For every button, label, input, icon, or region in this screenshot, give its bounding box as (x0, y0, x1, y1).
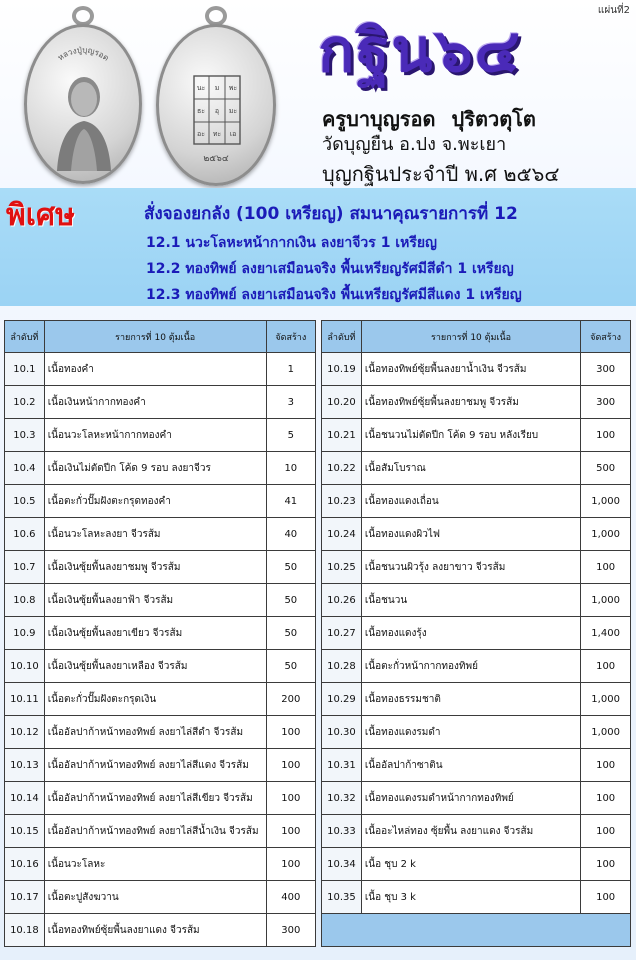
back-caption: ๒๕๖๔ (203, 154, 229, 164)
row-item: เนื้อทองแดงรมดำ (361, 716, 580, 749)
row-number: 10.17 (5, 881, 45, 914)
row-item: เนื้อทองทิพย์ซุ้ยพื้นลงยาชมพู จีวรส้ม (361, 386, 580, 419)
front-inscription: หลวงปู่บุญรอด (56, 45, 111, 63)
row-quantity: 1,000 (581, 485, 631, 518)
row-quantity: 5 (266, 419, 315, 452)
row-quantity: 100 (581, 782, 631, 815)
table-header-row (322, 321, 631, 353)
row-number: 10.25 (322, 551, 362, 584)
medal-back-image (156, 24, 276, 186)
medal-front-image (24, 24, 142, 184)
row-quantity: 1,000 (581, 716, 631, 749)
table-row (322, 452, 631, 485)
medal-loop-front (72, 6, 94, 26)
row-item: เนื้อชนวนผิวรุ้ง ลงยาขาว จีวรส้ม (361, 551, 580, 584)
table-row (322, 815, 631, 848)
special-offer-band (0, 188, 636, 306)
special-label: พิเศษ (6, 198, 75, 233)
row-number: 10.19 (322, 353, 362, 386)
table-row (5, 815, 316, 848)
row-quantity: 100 (266, 749, 315, 782)
row-item: เนื้อสัมโบราณ (361, 452, 580, 485)
table-row (322, 419, 631, 452)
svg-text:หลวงปู่บุญรอด (56, 46, 110, 63)
row-item: เนื้อเงินไม่ตัดปีก โค้ด 9 รอบ ลงยาจีวร (44, 452, 266, 485)
row-item: เนื้อนวะโลหะลงยา จีวรส้ม (44, 518, 266, 551)
row-quantity: 100 (581, 881, 631, 914)
row-item: เนื้อนวะโลหะหน้ากากทองคำ (44, 419, 266, 452)
svg-text:เอ: เอ (229, 130, 237, 138)
header-qty: จัดสร้าง (266, 321, 315, 353)
row-number: 10.1 (5, 353, 45, 386)
row-item: เนื้อทองแดงรมดำหน้ากากทองทิพย์ (361, 782, 580, 815)
table-row (322, 518, 631, 551)
row-quantity: 50 (266, 617, 315, 650)
row-number: 10.2 (5, 386, 45, 419)
row-quantity: 1 (266, 353, 315, 386)
row-quantity: 100 (581, 815, 631, 848)
monk-name: ครูบาบุญรอด (322, 107, 436, 131)
svg-text:ม: ม (214, 84, 220, 92)
row-number: 10.31 (322, 749, 362, 782)
row-number: 10.9 (5, 617, 45, 650)
row-item: เนื้ออัลปาก้าหน้าทองทิพย์ ลงยาไล่สีเขียว จีวรส้ม (44, 782, 266, 815)
header-qty: จัดสร้าง (581, 321, 631, 353)
table-row (5, 749, 316, 782)
svg-text:ธะ: ธะ (196, 107, 206, 115)
row-quantity: 100 (581, 650, 631, 683)
table-row (5, 683, 316, 716)
row-item: เนื้ออะไหล่ทอง ซุ้ยพื้น ลงยาแดง จีวรส้ม (361, 815, 580, 848)
row-item: เนื้อเงินซุ้ยพื้นลงยาฟ้า จีวรส้ม (44, 584, 266, 617)
row-number: 10.30 (322, 716, 362, 749)
blank-cell (322, 914, 631, 947)
row-number: 10.20 (322, 386, 362, 419)
row-number: 10.7 (5, 551, 45, 584)
table-row (5, 584, 316, 617)
row-quantity: 100 (266, 815, 315, 848)
row-item: เนื้อทองคำ (44, 353, 266, 386)
row-number: 10.27 (322, 617, 362, 650)
row-number: 10.18 (5, 914, 45, 947)
row-item: เนื้อทองทิพย์ซุ้ยพื้นลงยาแดง จีวรส้ม (44, 914, 266, 947)
row-item: เนื้อเงินซุ้ยพื้นลงยาเหลือง จีวรส้ม (44, 650, 266, 683)
table-row (322, 782, 631, 815)
row-number: 10.34 (322, 848, 362, 881)
svg-text:อุ: อุ (214, 107, 220, 115)
special-line-2: 12.2 ทองทิพย์ ลงยาเสมือนจริง พื้นเหรียญรัศมีสีดำ 1 เหรียญ (146, 261, 514, 277)
row-quantity: 1,000 (581, 518, 631, 551)
row-item: เนื้อตะกั่วปั๊มฝังตะกรุดทองคำ (44, 485, 266, 518)
row-quantity: 1,000 (581, 683, 631, 716)
row-item: เนื้ออัลปาก้าซาติน (361, 749, 580, 782)
row-number: 10.10 (5, 650, 45, 683)
row-number: 10.22 (322, 452, 362, 485)
row-quantity: 100 (581, 419, 631, 452)
table-row (5, 881, 316, 914)
row-quantity: 100 (266, 716, 315, 749)
row-item: เนื้อตะปูสังฆวาน (44, 881, 266, 914)
row-quantity: 40 (266, 518, 315, 551)
table-row (5, 386, 316, 419)
row-item: เนื้ออัลปาก้าหน้าทองทิพย์ ลงยาไล่สีแดง จีวรส้ม (44, 749, 266, 782)
row-number: 10.11 (5, 683, 45, 716)
temple-name: วัดบุญยืน อ.ปง จ.พะเยา (322, 134, 507, 155)
table-row (5, 518, 316, 551)
page-title: กฐิน๖๔ (318, 16, 522, 86)
row-quantity: 100 (266, 848, 315, 881)
table-row (5, 452, 316, 485)
special-headline: สั่งจองยกลัง (100 เหรียญ) สมนาคุณรายการที่ 12 (144, 204, 518, 224)
special-line-1: 12.1 นวะโลหะหน้ากากเงิน ลงยาจีวร 1 เหรียญ (146, 235, 437, 251)
table-row (5, 419, 316, 452)
row-item: เนื้อชนวน (361, 584, 580, 617)
table-row (322, 881, 631, 914)
medal-loop-back (205, 6, 227, 26)
row-item: เนื้ออัลปาก้าหน้าทองทิพย์ ลงยาไล่สีดำ จีวรส้ม (44, 716, 266, 749)
row-quantity: 1,400 (581, 617, 631, 650)
row-number: 10.13 (5, 749, 45, 782)
table-row (322, 353, 631, 386)
row-quantity: 1,000 (581, 584, 631, 617)
row-quantity: 10 (266, 452, 315, 485)
row-number: 10.8 (5, 584, 45, 617)
row-item: เนื้อ ชุบ 3 k (361, 881, 580, 914)
row-quantity: 50 (266, 650, 315, 683)
event-name: บุญกฐินประจำปี พ.ศ ๒๕๖๔ (322, 162, 560, 186)
table-row (322, 749, 631, 782)
table-row (322, 716, 631, 749)
table-row-blank (322, 914, 631, 947)
svg-text:พะ: พะ (228, 84, 238, 92)
header-no: ลำดับที่ (322, 321, 362, 353)
svg-text:มะ: มะ (228, 107, 238, 115)
header-no: ลำดับที่ (5, 321, 45, 353)
row-item: เนื้อเงินซุ้ยพื้นลงยาเขียว จีวรส้ม (44, 617, 266, 650)
table-row (322, 485, 631, 518)
header-item: รายการที่ 10 ตุ้มเนื้อ (44, 321, 266, 353)
row-quantity: 100 (581, 848, 631, 881)
row-number: 10.16 (5, 848, 45, 881)
row-item: เนื้อนวะโลหะ (44, 848, 266, 881)
row-quantity: 100 (581, 551, 631, 584)
table-row (5, 848, 316, 881)
items-table-left (4, 320, 316, 947)
table-row (322, 650, 631, 683)
svg-text:ทะ: ทะ (212, 130, 222, 138)
monk-title: ปุริตวตุโต (451, 107, 536, 131)
table-row (5, 716, 316, 749)
table-row (322, 584, 631, 617)
row-item: เนื้อทองแดงผิวไฟ (361, 518, 580, 551)
row-number: 10.15 (5, 815, 45, 848)
row-number: 10.28 (322, 650, 362, 683)
row-item: เนื้อตะกั่วหน้ากากทองทิพย์ (361, 650, 580, 683)
special-line-3: 12.3 ทองทิพย์ ลงยาเสมือนจริง พื้นเหรียญรัศมีสีแดง 1 เหรียญ (146, 287, 522, 303)
row-item: เนื้อทองธรรมชาติ (361, 683, 580, 716)
row-quantity: 300 (266, 914, 315, 947)
row-number: 10.24 (322, 518, 362, 551)
row-item: เนื้ออัลปาก้าหน้าทองทิพย์ ลงยาไล่สีน้ำเงิน จีวรส้ม (44, 815, 266, 848)
row-quantity: 100 (266, 782, 315, 815)
row-number: 10.14 (5, 782, 45, 815)
row-number: 10.4 (5, 452, 45, 485)
table-row (5, 782, 316, 815)
row-number: 10.35 (322, 881, 362, 914)
row-quantity: 300 (581, 386, 631, 419)
row-number: 10.6 (5, 518, 45, 551)
row-item: เนื้อเงินหน้ากากทองคำ (44, 386, 266, 419)
svg-text:อะ: อะ (197, 130, 205, 138)
row-quantity: 400 (266, 881, 315, 914)
table-row (5, 485, 316, 518)
row-number: 10.33 (322, 815, 362, 848)
table-row (322, 848, 631, 881)
table-row (5, 914, 316, 947)
table-row (322, 683, 631, 716)
table-row (5, 353, 316, 386)
items-table-right (321, 320, 631, 947)
row-quantity: 300 (581, 353, 631, 386)
row-quantity: 50 (266, 551, 315, 584)
row-number: 10.5 (5, 485, 45, 518)
table-row (322, 617, 631, 650)
row-item: เนื้อทองทิพย์ซุ้ยพื้นลงยาน้ำเงิน จีวรส้ม (361, 353, 580, 386)
row-number: 10.3 (5, 419, 45, 452)
row-number: 10.32 (322, 782, 362, 815)
row-item: เนื้อตะกั่วปั๊มฝังตะกรุดเงิน (44, 683, 266, 716)
table-header-row (5, 321, 316, 353)
row-number: 10.12 (5, 716, 45, 749)
row-item: เนื้อเงินซุ้ยพื้นลงยาชมพู จีวรส้ม (44, 551, 266, 584)
row-quantity: 50 (266, 584, 315, 617)
row-item: เนื้อทองแดงเถื่อน (361, 485, 580, 518)
row-item: เนื้อ ชุบ 2 k (361, 848, 580, 881)
row-quantity: 41 (266, 485, 315, 518)
row-quantity: 500 (581, 452, 631, 485)
row-quantity: 200 (266, 683, 315, 716)
header-item: รายการที่ 10 ตุ้มเนื้อ (361, 321, 580, 353)
table-row (322, 551, 631, 584)
table-row (5, 617, 316, 650)
row-number: 10.23 (322, 485, 362, 518)
row-number: 10.29 (322, 683, 362, 716)
row-item: เนื้อชนวนไม่ตัดปีก โค้ด 9 รอบ หลังเรียบ (361, 419, 580, 452)
row-quantity: 3 (266, 386, 315, 419)
row-number: 10.21 (322, 419, 362, 452)
row-number: 10.26 (322, 584, 362, 617)
yantra-grid-icon (193, 75, 241, 145)
sheet-label: แผ่นที่2 (597, 5, 630, 16)
row-item: เนื้อทองแดงรุ้ง (361, 617, 580, 650)
table-row (322, 386, 631, 419)
row-quantity: 100 (581, 749, 631, 782)
svg-text:นะ: นะ (196, 84, 206, 92)
table-row (5, 551, 316, 584)
table-row (5, 650, 316, 683)
